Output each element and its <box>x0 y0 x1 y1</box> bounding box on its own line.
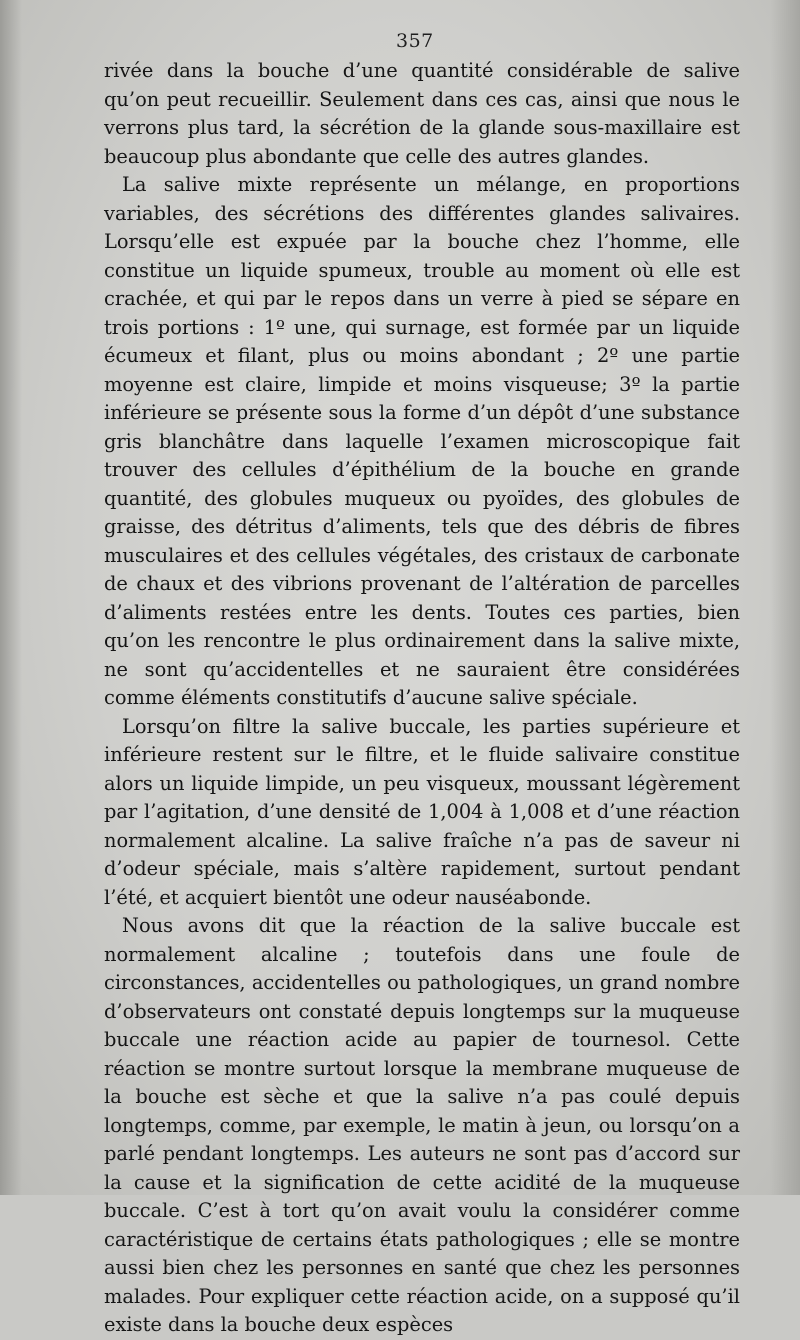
paragraph-reaction-acide: Nous avons dit que la réaction de la salive buccale est normalement alcaline ; toutefois dans une foule de circonstances, accidentelles ou pathologiques, un grand nombre d’observateurs ont constaté depuis longtemps sur la muqueuse buccale une réaction acide au papier de tournesol. Cette réaction se montre surtout lorsque la membrane muqueuse de la bouche est sèche et que la salive n’a pas coulé depuis longtemps, comme, par exemple, le matin à jeun, ou lorsqu’on a parlé pendant longtemps. Les auteurs ne sont pas d’accord sur la cause et la signification de cette acidité de la muqueuse buccale. C’est à tort qu’on avait voulu la considérer comme caractéristique de certains états pathologiques ; elle se montre aussi bien chez les personnes en santé que chez les personnes malades. Pour expliquer cette réaction acide, on a supposé qu’il existe dans la bouche deux espèces <box>104 914 740 1336</box>
paragraph-filtration: Lorsqu’on filtre la salive buccale, les parties supérieure et inférieure restent sur le filtre, et le fluide salivaire constitue alors un liquide limpide, un peu visqueux, moussant légèrement par l’agitation, d’une densité de 1,004 à 1,008 et d’une réaction normalement alcaline. La salive fraîche n’a pas de saveur ni d’odeur spéciale, mais s’altère rapidement, surtout pendant l’été, et acquiert bientôt une odeur nauséabonde. <box>104 714 740 909</box>
page-edge-shadow-right <box>770 0 800 1195</box>
paragraph-salive-mixte: La salive mixte représente un mélange, en proportions variables, des sécrétions des différentes glandes salivaires. Lorsqu’elle est expuée par la bouche chez l’homme, elle constitue un liquide spumeux, trouble au moment où elle est crachée, et qui par le repos dans un verre à pied se sépare en trois portions : 1º une, qui surnage, est formée par un liquide écumeux et filant, plus ou moins abondant ; 2º une partie moyenne est claire, limpide et moins visqueuse; 3º la partie inférieure se présente sous la forme d’un dépôt d’une substance gris blanchâtre dans laquelle l’examen microscopique fait trouver des cellules d’épithélium de la bouche en grande quantité, des globules muqueux ou pyoïdes, des globules de graisse, des détritus d’aliments, tels que des débris de fibres musculaires et des cellules végétales, des cristaux de carbonate de chaux et des vibrions provenant de l’altération de parcelles d’aliments restées entre les dents. Toutes ces parties, bien qu’on les rencontre le plus ordinairement dans la salive mixte, ne sont qu’accidentelles et ne sauraient être considérées comme éléments constitutifs d’aucune salive spéciale. <box>104 173 740 709</box>
body-text <box>104 57 740 1340</box>
paragraph-continuation: rivée dans la bouche d’une quantité considérable de salive qu’on peut recueillir. Seulement dans ces cas, ainsi que nous le verrons plus tard, la sécrétion de la glande sous-maxillaire est beaucoup plus abondante que celle des autres glandes. <box>104 59 740 168</box>
page-number: 357 <box>396 30 434 52</box>
page-edge-shadow-left <box>0 0 22 1195</box>
